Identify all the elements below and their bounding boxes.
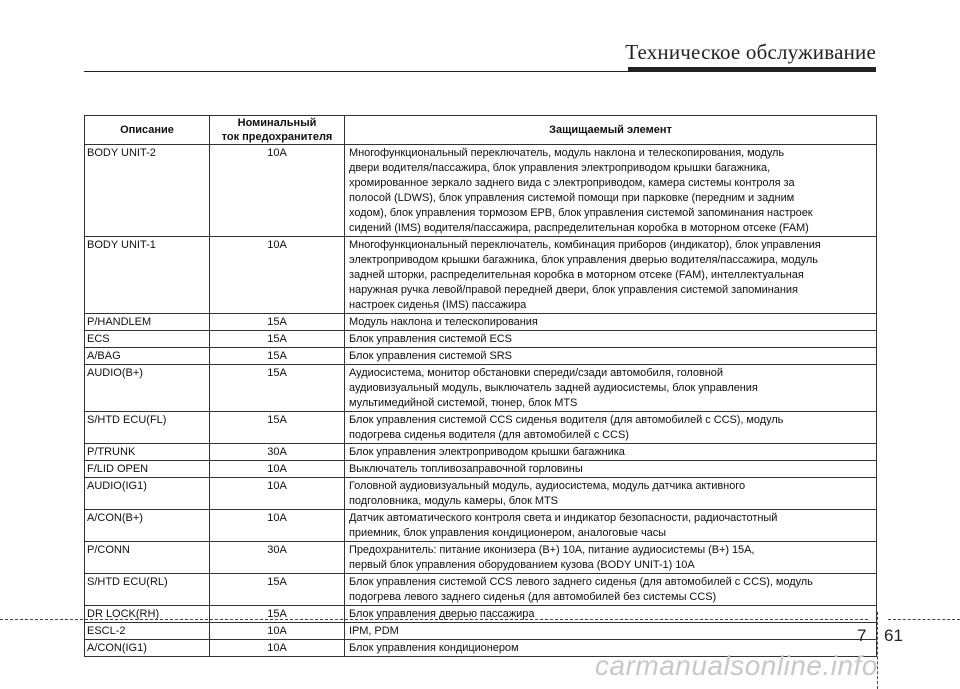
table-header-row xyxy=(85,116,877,145)
fuse-name: P/HANDLEM xyxy=(85,314,210,331)
fuse-rating: 15A xyxy=(210,606,345,623)
protected-element-line: Блок управления системой CCS левого заднего сиденья (для автомобилей с CCS), модуль xyxy=(349,576,813,588)
protected-element xyxy=(345,478,877,510)
column-header-rating-line1: Номинальный xyxy=(237,117,317,129)
column-header-rating xyxy=(210,116,345,145)
protected-element-line: Модуль наклона и телескопирования xyxy=(349,316,538,328)
protected-element-line: мультимедийной системой, тюнер, блок MTS xyxy=(349,397,578,409)
table-row xyxy=(85,542,877,574)
protected-element-line: сидений (IMS) водителя/пассажира, распределительная коробка в моторном отсеке (FAM) xyxy=(349,222,809,234)
protected-element-line: полосой (LDWS), блок управления системой помощи при парковке (передним и задним xyxy=(349,192,795,204)
protected-element-line: приемник, блок управления кондиционером, аналоговые часы xyxy=(349,527,667,539)
protected-element xyxy=(345,237,877,314)
fuse-rating: 15A xyxy=(210,365,345,412)
protected-element-line: хромированное зеркало заднего вида с электроприводом, камера системы контроля за xyxy=(349,177,795,189)
table-row xyxy=(85,331,877,348)
protected-element-line: первый блок управления оборудованием кузова (BODY UNIT-1) 10A xyxy=(349,559,695,571)
table-row xyxy=(85,365,877,412)
fuse-name: F/LID OPEN xyxy=(85,461,210,478)
protected-element xyxy=(345,542,877,574)
protected-element xyxy=(345,145,877,237)
fuse-rating: 10A xyxy=(210,510,345,542)
protected-element xyxy=(345,365,877,412)
table-row xyxy=(85,478,877,510)
fuse-rating: 15A xyxy=(210,331,345,348)
header-rule-accent xyxy=(628,67,876,72)
column-header-rating-line2: ток предохранителя xyxy=(221,131,333,143)
fuse-rating: 15A xyxy=(210,348,345,365)
table-row xyxy=(85,510,877,542)
table-row xyxy=(85,461,877,478)
protected-element-line: Многофункциональный переключатель, комбинация приборов (индикатор), блок управления xyxy=(349,239,821,251)
protected-element-line: Многофункциональный переключатель, модуль наклона и телескопирования, модуль xyxy=(349,147,785,159)
protected-element-line: Блок управления электроприводом крышки багажника xyxy=(349,446,625,458)
protected-element-line: двери водителя/пассажира, блок управления электроприводом крышки багажника, xyxy=(349,162,771,174)
header-rule xyxy=(84,71,628,72)
fuse-name: AUDIO(IG1) xyxy=(85,478,210,510)
protected-element-line: Выключатель топливозаправочной горловины xyxy=(349,463,583,475)
fuse-rating: 15A xyxy=(210,412,345,444)
protected-element xyxy=(345,331,877,348)
watermark: carmanualsonline.info xyxy=(595,650,878,681)
protected-element-line: подогрева сиденья водителя (для автомобилей с CCS) xyxy=(349,429,629,441)
fuse-rating: 30A xyxy=(210,444,345,461)
table-body xyxy=(85,145,877,657)
protected-element xyxy=(345,412,877,444)
protected-element-line: Датчик автоматического контроля света и индикатор безопасности, радиочастотный xyxy=(349,512,778,524)
table-row xyxy=(85,623,877,640)
footer-rule-right xyxy=(888,619,960,620)
table-row xyxy=(85,348,877,365)
protected-element-line: подголовника, модуль камеры, блок MTS xyxy=(349,495,558,507)
table-row xyxy=(85,412,877,444)
protected-element-line: Предохранитель: питание иконизера (B+) 10A, питание аудиосистемы (B+) 15A, xyxy=(349,544,755,556)
fuse-rating: 10A xyxy=(210,461,345,478)
fuse-name: ECS xyxy=(85,331,210,348)
fuse-table xyxy=(84,115,877,657)
protected-element-line: IPM, PDM xyxy=(349,625,399,637)
fuse-rating: 10A xyxy=(210,640,345,657)
page-section-title: Техническое обслуживание xyxy=(625,40,876,64)
table-row xyxy=(85,145,877,237)
table-row xyxy=(85,237,877,314)
fuse-rating: 10A xyxy=(210,623,345,640)
protected-element-line: электроприводом крышки багажника, блок управления дверью водителя/пассажира, модуль xyxy=(349,254,818,266)
table-row xyxy=(85,314,877,331)
protected-element-line: Блок управления кондиционером xyxy=(349,642,519,654)
chapter-number: 7 xyxy=(857,626,867,645)
fuse-name: P/CONN xyxy=(85,542,210,574)
table-row xyxy=(85,444,877,461)
protected-element-line: Блок управления дверью пассажира xyxy=(349,608,535,620)
protected-element-line: Блок управления системой CCS сиденья водителя (для автомобилей с CCS), модуль xyxy=(349,414,784,426)
protected-element-line: аудиовизуальный модуль, выключатель задней аудиосистемы, блок управления xyxy=(349,382,758,394)
fuse-rating: 15A xyxy=(210,314,345,331)
protected-element-line: наружная ручка левой/правой передней двери, блок управления системой запоминания xyxy=(349,284,798,296)
protected-element xyxy=(345,461,877,478)
fuse-name: A/CON(IG1) xyxy=(85,640,210,657)
fuse-rating: 30A xyxy=(210,542,345,574)
protected-element xyxy=(345,574,877,606)
protected-element-line: настроек сиденья (IMS) пассажира xyxy=(349,299,527,311)
protected-element-line: Блок управления системой SRS xyxy=(349,350,512,362)
fuse-rating: 10A xyxy=(210,145,345,237)
fuse-name: A/BAG xyxy=(85,348,210,365)
fuse-name: A/CON(B+) xyxy=(85,510,210,542)
footer-rule xyxy=(0,619,868,620)
table-row xyxy=(85,574,877,606)
page-number: 61 xyxy=(884,626,903,645)
fuse-name: BODY UNIT-2 xyxy=(85,145,210,237)
fuse-name: S/HTD ECU(RL) xyxy=(85,574,210,606)
fuse-name: AUDIO(B+) xyxy=(85,365,210,412)
column-header-element: Защищаемый элемент xyxy=(345,116,877,145)
protected-element-line: Головной аудиовизуальный модуль, аудиосистема, модуль датчика активного xyxy=(349,480,746,492)
protected-element-line: задней шторки, распределительная коробка в моторном отсеке (FAM), интеллектуальная xyxy=(349,269,804,281)
protected-element-line: ходом), блок управления тормозом EPB, блок управления системой запоминания настроек xyxy=(349,207,813,219)
protected-element-line: подогрева левого заднего сиденья (для автомобилей без системы CCS) xyxy=(349,591,717,603)
fuse-rating: 10A xyxy=(210,237,345,314)
fuse-rating: 15A xyxy=(210,574,345,606)
fuse-name: BODY UNIT-1 xyxy=(85,237,210,314)
protected-element xyxy=(345,348,877,365)
fuse-name: S/HTD ECU(FL) xyxy=(85,412,210,444)
fuse-rating: 10A xyxy=(210,478,345,510)
fuse-name: P/TRUNK xyxy=(85,444,210,461)
protected-element xyxy=(345,444,877,461)
fuse-name: ESCL-2 xyxy=(85,623,210,640)
fuse-name: DR LOCK(RH) xyxy=(85,606,210,623)
column-header-description: Описание xyxy=(85,116,210,145)
protected-element xyxy=(345,510,877,542)
protected-element-line: Аудиосистема, монитор обстановки спереди/сзади автомобиля, головной xyxy=(349,367,723,379)
protected-element-line: Блок управления системой ECS xyxy=(349,333,512,345)
protected-element xyxy=(345,314,877,331)
protected-element xyxy=(345,623,877,640)
